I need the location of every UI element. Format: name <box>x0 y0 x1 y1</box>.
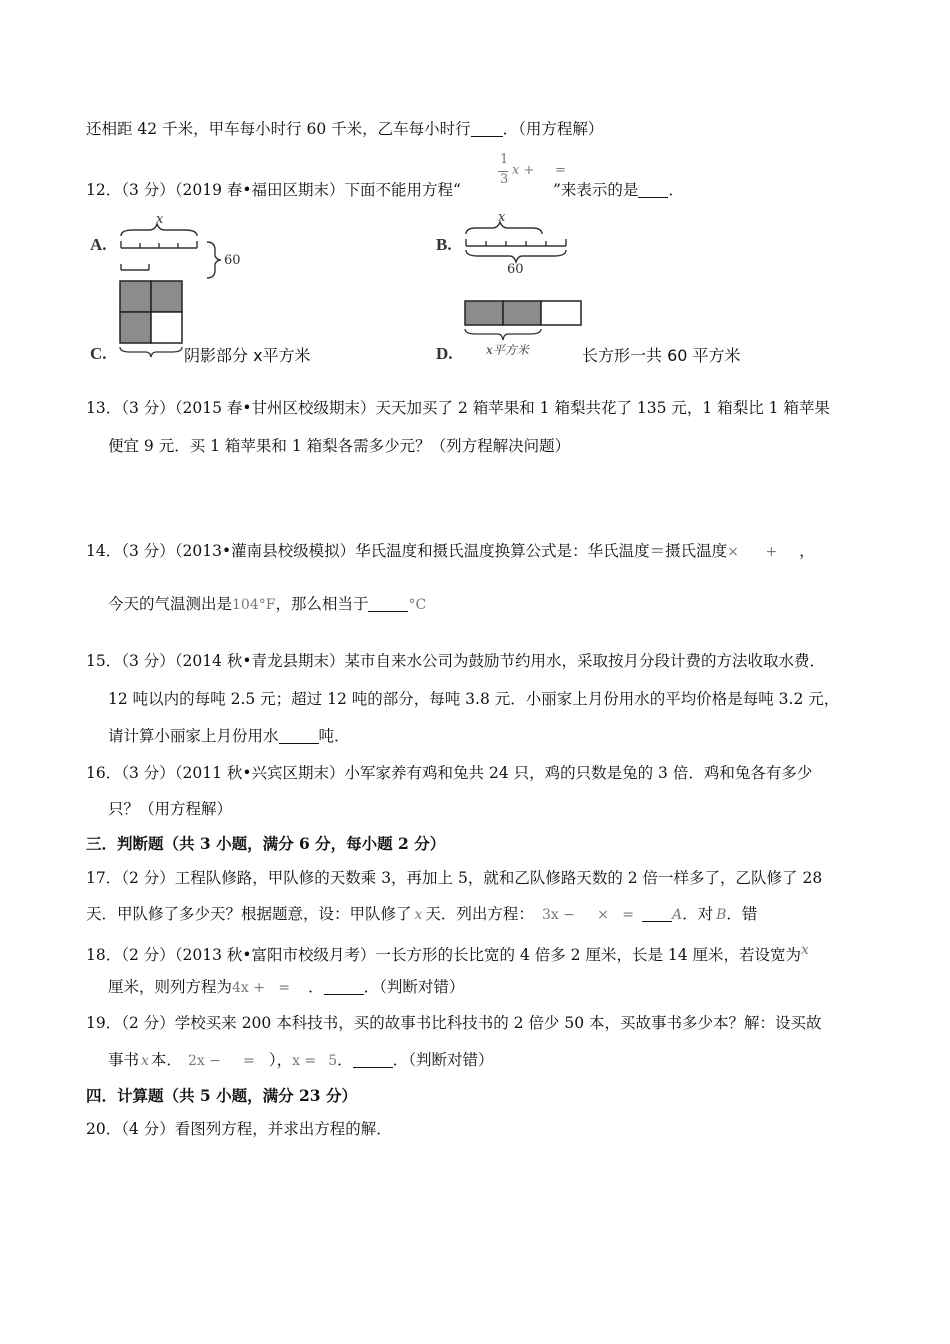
q15-end: 吨． <box>318 727 350 745</box>
option-a-top-brace <box>121 224 197 236</box>
q19-formula2: x = <box>292 1053 317 1069</box>
option-a-diagram <box>115 222 265 282</box>
q19-dot: ． <box>337 1051 353 1069</box>
q17-option-b[interactable]: B <box>716 907 727 923</box>
q17-line2 <box>86 904 757 925</box>
q19-var: x <box>141 1053 149 1069</box>
q15-answer-blank[interactable] <box>279 727 319 744</box>
q19-end: ．（判断对错） <box>392 1051 494 1069</box>
option-a-label: A. <box>90 235 107 254</box>
q14-line1 <box>86 541 815 562</box>
q16-line2: 只？（用方程解） <box>108 800 233 818</box>
q18-line2 <box>108 977 464 998</box>
option-c-caption: 阴影部分 x平方米 <box>184 346 311 365</box>
option-c-shaded-cell <box>151 281 182 312</box>
section3-heading: 三．判断题（共 3 小题，满分 6 分，每小题 2 分） <box>86 834 446 853</box>
q12-line <box>86 180 684 200</box>
option-b-label: B. <box>436 235 452 254</box>
q14-text2: 今天的气温测出是 <box>108 595 233 613</box>
q17-line1: 17．（2 分）工程队修路，甲队修的天数乘 3，再加上 5，就和乙队修路天数的 2 倍一样多了，乙队修了 28 <box>86 869 823 887</box>
q18-end: ．（判断对错） <box>363 978 465 996</box>
q19-paren: ）， <box>268 1051 293 1069</box>
q17-text3: ．对 <box>682 905 714 923</box>
q19-formula1: 2x − = <box>187 1053 255 1069</box>
q19-text2: 本． <box>150 1051 182 1069</box>
option-b-bottom-brace <box>466 250 566 262</box>
q18-dot: ． <box>308 978 324 996</box>
option-a-brace-var: x <box>156 212 164 227</box>
q19-answer-blank[interactable] <box>353 1051 393 1068</box>
q19-text: 事书 <box>108 1051 140 1069</box>
q12-formula-numerator: 1 <box>500 152 509 167</box>
q13-line1: 13．（3 分）（2015 春•甘州区校级期末）天天加买了 2 箱苹果和 1 箱梨共花了 135 元，1 箱梨比 1 箱苹果 <box>86 399 830 417</box>
option-d-brace-var: x平方米 <box>486 343 529 357</box>
q14-comma: ， <box>799 542 815 560</box>
q19-line2 <box>108 1050 493 1071</box>
q15-line2: 12 吨以内的每吨 2.5 元；超过 12 吨的部分，每吨 3.8 元．小丽家上月份用水的平均价格是每吨 3.2 元， <box>108 690 840 708</box>
q12-prefix: 12．（3 分）（2019 春•福田区期末）下面不能用方程“ <box>86 181 461 199</box>
q19-line1: 19．（2 分）学校买来 200 本科技书，买的故事书比科技书的 2 倍少 50 本，买故事书多少本？解：设买故 <box>86 1014 822 1032</box>
option-d-shaded-cell <box>503 301 541 325</box>
q17-var: x <box>414 907 423 923</box>
q17-formula: 3x − × = <box>541 907 634 923</box>
q12-end: ． <box>668 181 684 199</box>
q15-line3 <box>108 726 350 746</box>
section4-heading: 四．计算题（共 5 小题，满分 23 分） <box>86 1086 357 1105</box>
q17-text4: ．错 <box>726 905 758 923</box>
q13-line2: 便宜 9 元．买 1 箱苹果和 1 箱梨各需多少元？（列方程解决问题） <box>108 437 571 455</box>
q18-answer-blank[interactable] <box>324 978 364 995</box>
option-b-top-brace <box>466 222 542 234</box>
option-d-brace <box>465 329 541 340</box>
q18-text2: 厘米，则列方程为 <box>108 978 233 996</box>
option-c-brace <box>120 347 182 357</box>
q11-end: ．（用方程解） <box>502 120 604 138</box>
q15-text: 请计算小丽家上月份用水 <box>108 727 279 745</box>
q18-var: x <box>801 942 809 958</box>
q12-formula-denominator: 3 <box>500 172 509 187</box>
q14-formula: × + <box>727 544 778 560</box>
q17-text2: 天．列出方程： <box>425 905 534 923</box>
option-a-right-brace <box>207 242 221 278</box>
q14-temperature: 104°F <box>232 597 276 613</box>
q14-answer-blank[interactable] <box>368 595 408 612</box>
q19-formula3: 5 <box>328 1053 338 1069</box>
option-d-empty-cell <box>541 301 581 325</box>
q12-suffix: ”来表示的是 <box>552 181 639 199</box>
q14-text3: ，那么相当于 <box>275 595 369 613</box>
q17-text: 天．甲队修了多少天？根据题意，设：甲队修了 <box>86 905 412 923</box>
option-c-diagram <box>118 280 188 360</box>
q12-formula-rest: x + = <box>512 163 566 178</box>
option-c-shaded-cell <box>120 312 151 343</box>
q11-line <box>86 119 603 139</box>
q18-formula: 4x + = <box>232 980 291 996</box>
q18-line1 <box>86 940 809 965</box>
q12-answer-blank[interactable] <box>638 181 668 198</box>
option-c-shaded-cell <box>120 281 151 312</box>
q16-line1: 16．（3 分）（2011 秋•兴宾区期末）小军家养有鸡和兔共 24 只，鸡的只数是兔的 3 倍．鸡和兔各有多少 <box>86 764 813 782</box>
option-b-total: 60 <box>507 262 524 277</box>
q18-text: 18．（2 分）（2013 秋•富阳市校级月考）一长方形的长比宽的 4 倍多 2 厘米，长是 14 厘米，若设宽为 <box>86 946 802 964</box>
q14-line2 <box>108 594 426 615</box>
option-d-label: D. <box>436 344 453 363</box>
q20-line: 20．（4 分）看图列方程，并求出方程的解． <box>86 1120 392 1138</box>
option-d-shaded-cell <box>465 301 503 325</box>
option-a-total: 60 <box>224 253 241 268</box>
q17-option-a[interactable]: A <box>671 907 683 923</box>
q11-text: 还相距 42 千米，甲车每小时行 60 千米，乙车每小时行 <box>86 120 471 138</box>
q14-text: 14．（3 分）（2013•灌南县校级模拟）华氏温度和摄氏温度换算公式是：华氏温度＝摄氏温度 <box>86 542 728 560</box>
option-b-brace-var: x <box>498 210 506 225</box>
option-c-empty-cell <box>151 312 182 343</box>
q14-unit: °C <box>408 597 427 613</box>
option-c-label: C. <box>90 344 107 363</box>
q17-answer-blank[interactable] <box>642 905 672 922</box>
q15-line1: 15．（3 分）（2014 秋•青龙县期末）某市自来水公司为鼓励节约用水，采取按月分段计费的方法收取水费． <box>86 652 826 670</box>
option-d-caption: 长方形一共 60 平方米 <box>582 346 741 365</box>
q11-answer-blank[interactable] <box>471 120 503 137</box>
